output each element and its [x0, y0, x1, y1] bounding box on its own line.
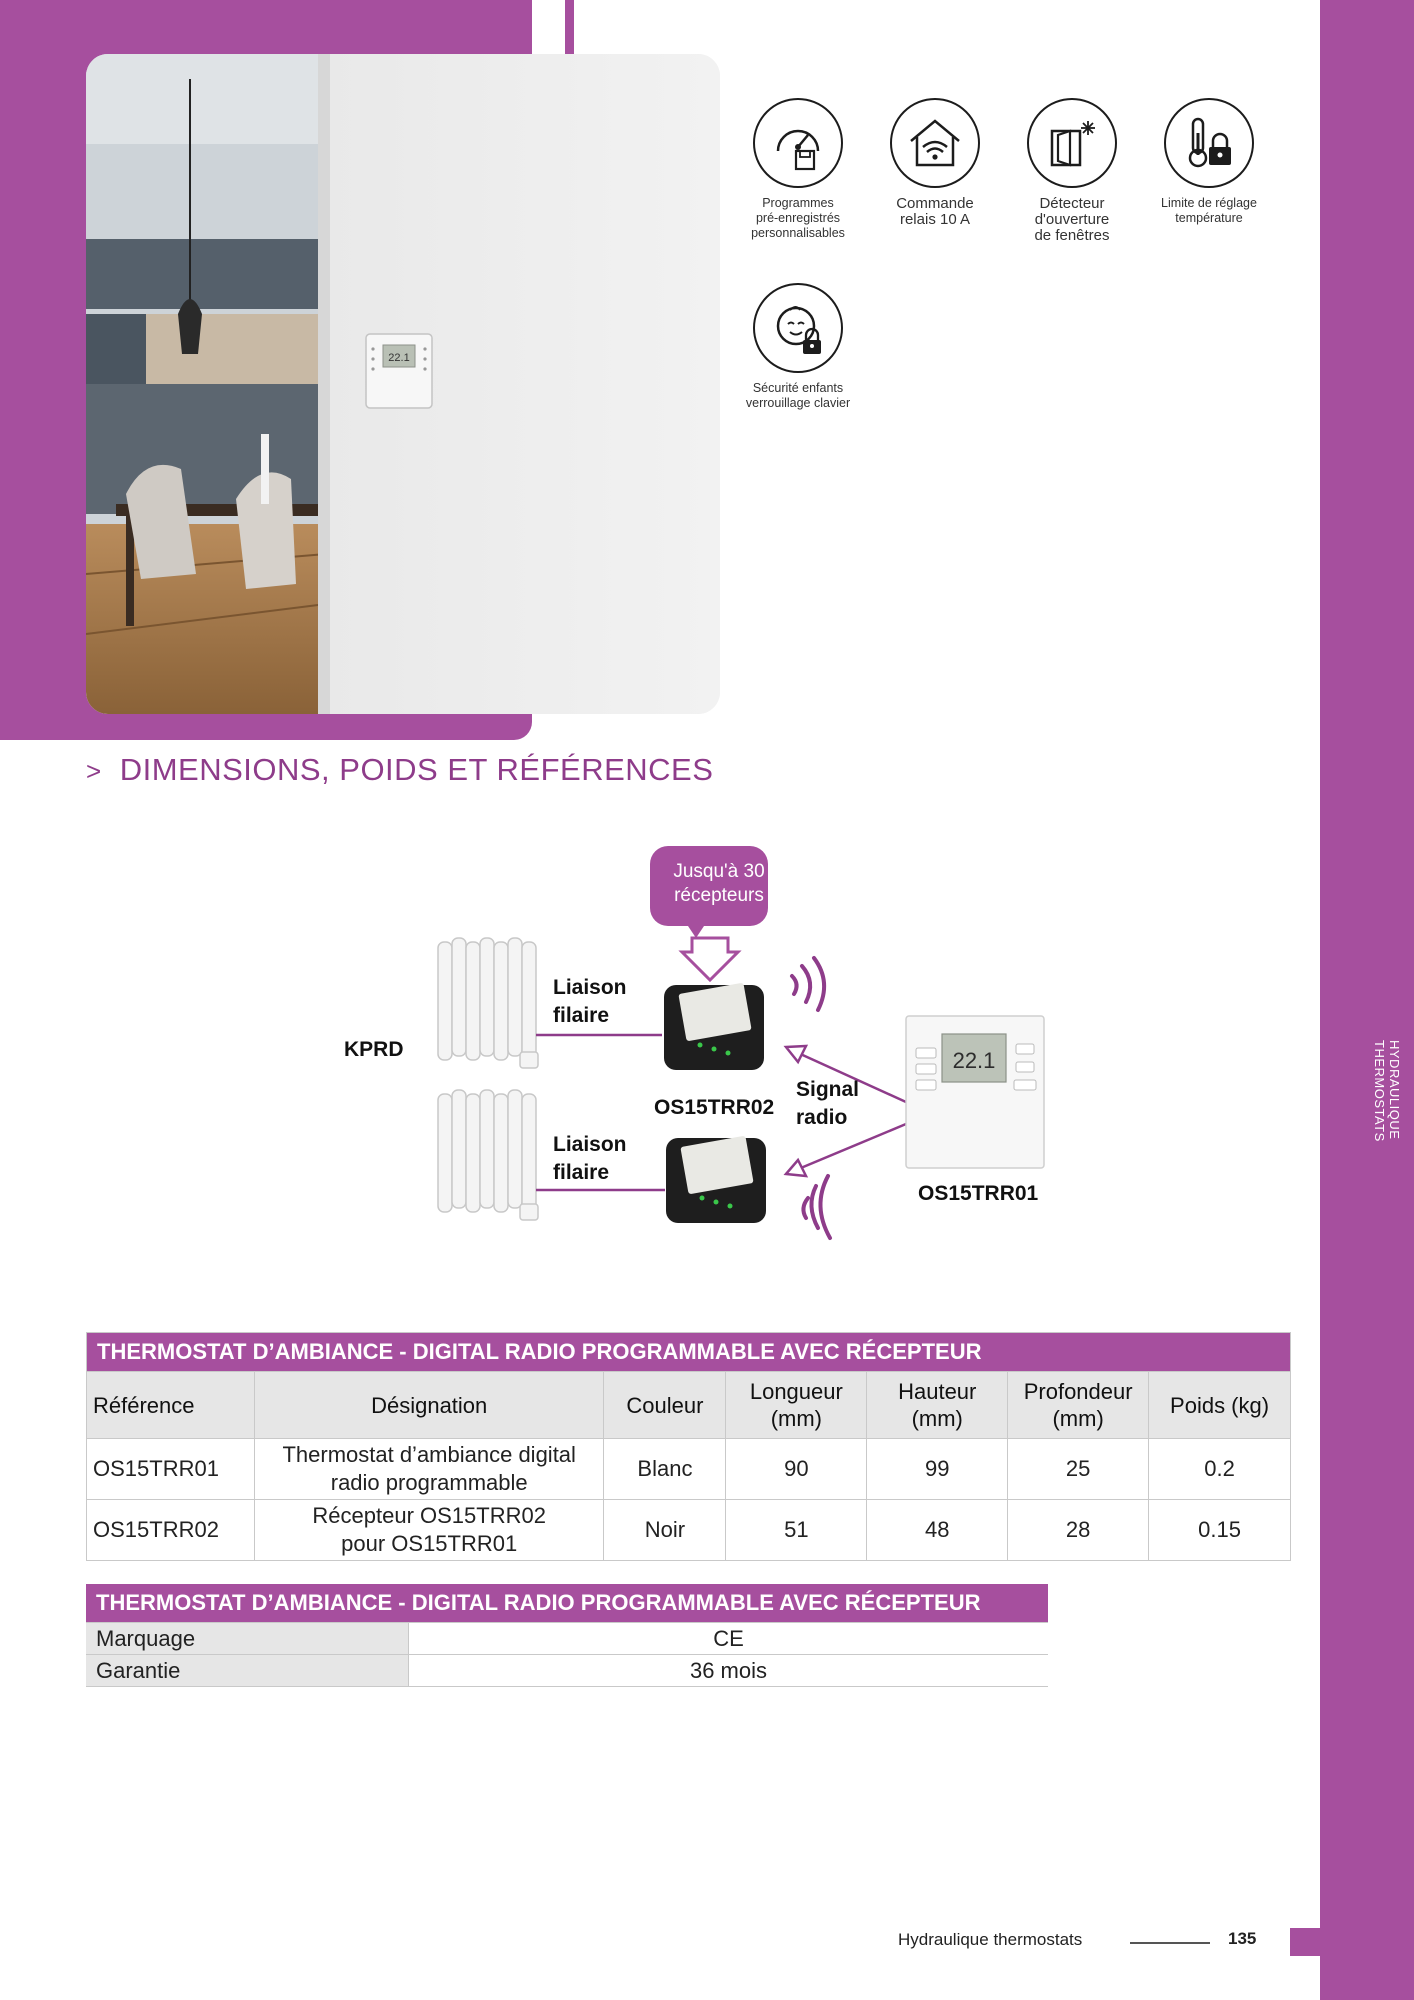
spec-value: CE [409, 1623, 1049, 1655]
radiator-bottom [438, 1090, 538, 1220]
thermostat-device [906, 1016, 1044, 1168]
spec-key: Marquage [86, 1623, 409, 1655]
cell-designation: Récepteur OS15TRR02 pour OS15TRR01 [254, 1500, 604, 1561]
col-hauteur: Hauteur (mm) [867, 1372, 1008, 1439]
receiver-bottom [666, 1136, 766, 1223]
section-title-text: DIMENSIONS, POIDS ET RÉFÉRENCES [119, 752, 714, 787]
cell-profondeur: 25 [1008, 1439, 1149, 1500]
receiver-top [664, 983, 764, 1070]
feature-label: Détecteur d'ouverture de fenêtres [1034, 195, 1110, 244]
feature-label: Programmes pré-enregistrés personnalisables [751, 196, 845, 240]
thermostat-label: OS15TRR01 [918, 1182, 1039, 1205]
spec-key: Garantie [86, 1655, 409, 1687]
col-reference: Référence [87, 1372, 255, 1439]
feature-label: Commande relais 10 A [896, 195, 974, 228]
wire-label-bottom: Liaison filaire [553, 1133, 627, 1184]
feature-relais [865, 98, 1005, 228]
receiver-label: OS15TRR02 [654, 1096, 775, 1119]
cell-designation: Thermostat d’ambiance digital radio programmable [254, 1439, 604, 1500]
references-table [86, 1332, 1291, 1561]
wiring-diagram [330, 840, 1080, 1260]
footer-section-name: Hydraulique thermostats [898, 1930, 1083, 1949]
col-profondeur: Profondeur (mm) [1008, 1372, 1149, 1439]
gauge-floppy-icon [753, 98, 843, 188]
cell-reference: OS15TRR01 [87, 1439, 255, 1500]
side-category-label: HYDRAULIQUE THERMOSTATS [1372, 1040, 1402, 1142]
cell-reference: OS15TRR02 [87, 1500, 255, 1561]
cell-longueur: 51 [726, 1500, 867, 1561]
cell-poids: 0.15 [1149, 1500, 1291, 1561]
radiator-label: KPRD [344, 1038, 404, 1061]
house-wifi-icon [890, 98, 980, 188]
feature-label: Limite de réglage température [1161, 196, 1257, 225]
table-title: THERMOSTAT D’AMBIANCE - DIGITAL RADIO PROGRAMMABLE AVEC RÉCEPTEUR [86, 1584, 1048, 1623]
specs-table [86, 1584, 1048, 1687]
col-poids: Poids (kg) [1149, 1372, 1291, 1439]
table-title: THERMOSTAT D’AMBIANCE - DIGITAL RADIO PROGRAMMABLE AVEC RÉCEPTEUR [87, 1333, 1291, 1372]
cell-poids: 0.2 [1149, 1439, 1291, 1500]
table-row [86, 1655, 1048, 1687]
window-snowflake-icon [1027, 98, 1117, 188]
cell-profondeur: 28 [1008, 1500, 1149, 1561]
footer-tab [1290, 1928, 1324, 1956]
table-row [87, 1500, 1291, 1561]
feature-limite [1139, 98, 1279, 226]
col-longueur: Longueur (mm) [726, 1372, 867, 1439]
footer-divider [1130, 1942, 1210, 1944]
feature-label: Sécurité enfants verrouillage clavier [745, 381, 851, 410]
svg-text:22.1: 22.1 [952, 1048, 996, 1073]
page-number: 135 [1228, 1929, 1257, 1948]
feature-programmes [728, 98, 868, 241]
feature-securite [728, 283, 868, 411]
cell-couleur: Noir [604, 1500, 726, 1561]
col-couleur: Couleur [604, 1372, 726, 1439]
interior-scene [86, 54, 720, 714]
table-row [86, 1623, 1048, 1655]
feature-detecteur [1002, 98, 1142, 244]
receivers-bubble-text: Jusqu'à 30 récepteurs [673, 861, 765, 906]
signal-label: Signal radio [796, 1078, 860, 1129]
thermometer-lock-icon [1164, 98, 1254, 188]
chevron-right-icon: > [86, 756, 102, 786]
right-sidebar [1320, 0, 1414, 2000]
table-row [87, 1439, 1291, 1500]
svg-text:22.1: 22.1 [388, 352, 410, 364]
baby-lock-icon [753, 283, 843, 373]
cell-longueur: 90 [726, 1439, 867, 1500]
cell-hauteur: 99 [867, 1439, 1008, 1500]
section-title [86, 752, 713, 788]
product-photo [86, 54, 720, 714]
spec-value: 36 mois [409, 1655, 1049, 1687]
col-designation: Désignation [254, 1372, 604, 1439]
radiator-top [438, 938, 538, 1068]
table-header-row [87, 1372, 1291, 1439]
top-stripe [565, 0, 574, 55]
cell-hauteur: 48 [867, 1500, 1008, 1561]
cell-couleur: Blanc [604, 1439, 726, 1500]
wire-label-top: Liaison filaire [553, 976, 627, 1027]
